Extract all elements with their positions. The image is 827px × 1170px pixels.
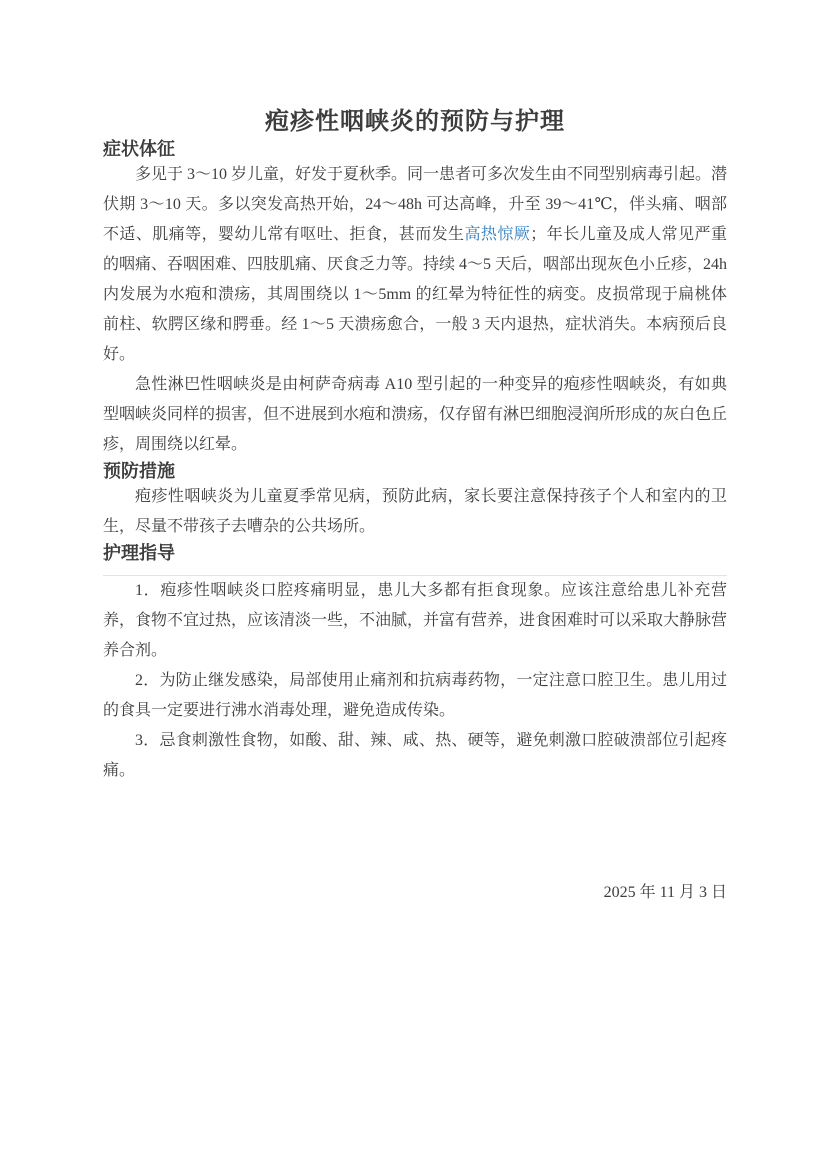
paragraph-symptoms-2: 急性淋巴性咽峡炎是由柯萨奇病毒 A10 型引起的一种变异的疱疹性咽峡炎，有如典型咽峡炎同样的损害，但不进展到水疱和溃疡，仅存留有淋巴细胞浸润所形成的灰白色丘疹，周围绕以红晕。 [103,376,728,453]
symptoms-text-after-link: ；年长儿童及成人常见严重的咽痛、吞咽困难、四肢肌痛、厌食乏力等。持续 4～5 天后，咽部出现灰色小丘疹，24h 内发展为水疱和溃疡，其周围绕以 1～5mm 的红晕为特征性的病变。皮损常现于扁桃体前柱、软腭区缘和腭垂。经 1～5 天溃疡愈合，一般 3 天内退热，症状消失。本病预后良好。 [103,226,728,363]
febrile-seizure-link[interactable]: 高热惊厥 [464,226,531,243]
section-care [103,542,727,786]
document-title: 疱疹性咽峡炎的预防与护理 [265,109,565,135]
section-heading-symptoms: 症状体征 [103,139,175,159]
section-symptoms [103,138,727,460]
document-date: 2025 年 11 月 3 日 [603,884,727,901]
care-item-1: 1．疱疹性咽峡炎口腔疼痛明显，患儿大多都有拒食现象。应该注意给患儿补充营养，食物不宜过热，应该清淡一些，不油腻，并富有营养，进食困难时可以采取大静脉营养合剂。 [103,582,728,659]
symptoms-text-before-link: 多见于 3～10 岁儿童，好发于夏秋季。同一患者可多次发生由不同型别病毒引起。潜伏期 3～10 天。多以突发高热开始，24～48h 可达高峰，升至 39～41℃，伴头痛、咽部不适、肌痛等，婴幼儿常有呕吐、拒食，甚而发生 [103,166,728,243]
paragraph-prevention-1: 疱疹性咽峡炎为儿童夏季常见病，预防此病，家长要注意保持孩子个人和室内的卫生，尽量不带孩子去嘈杂的公共场所。 [103,488,727,535]
section-heading-care: 护理指导 [103,543,175,563]
paragraph-symptoms-1 [103,160,727,370]
section-heading-prevention: 预防措施 [103,461,175,481]
care-item-3: 3．忌食刺激性食物，如酸、甜、辣、咸、热、硬等，避免刺激口腔破溃部位引起疼痛。 [103,732,727,779]
section-prevention [103,460,727,542]
care-item-2: 2．为防止继发感染，局部使用止痛剂和抗病毒药物，一定注意口腔卫生。患儿用过的食具一定要进行沸水消毒处理，避免造成传染。 [103,672,727,719]
